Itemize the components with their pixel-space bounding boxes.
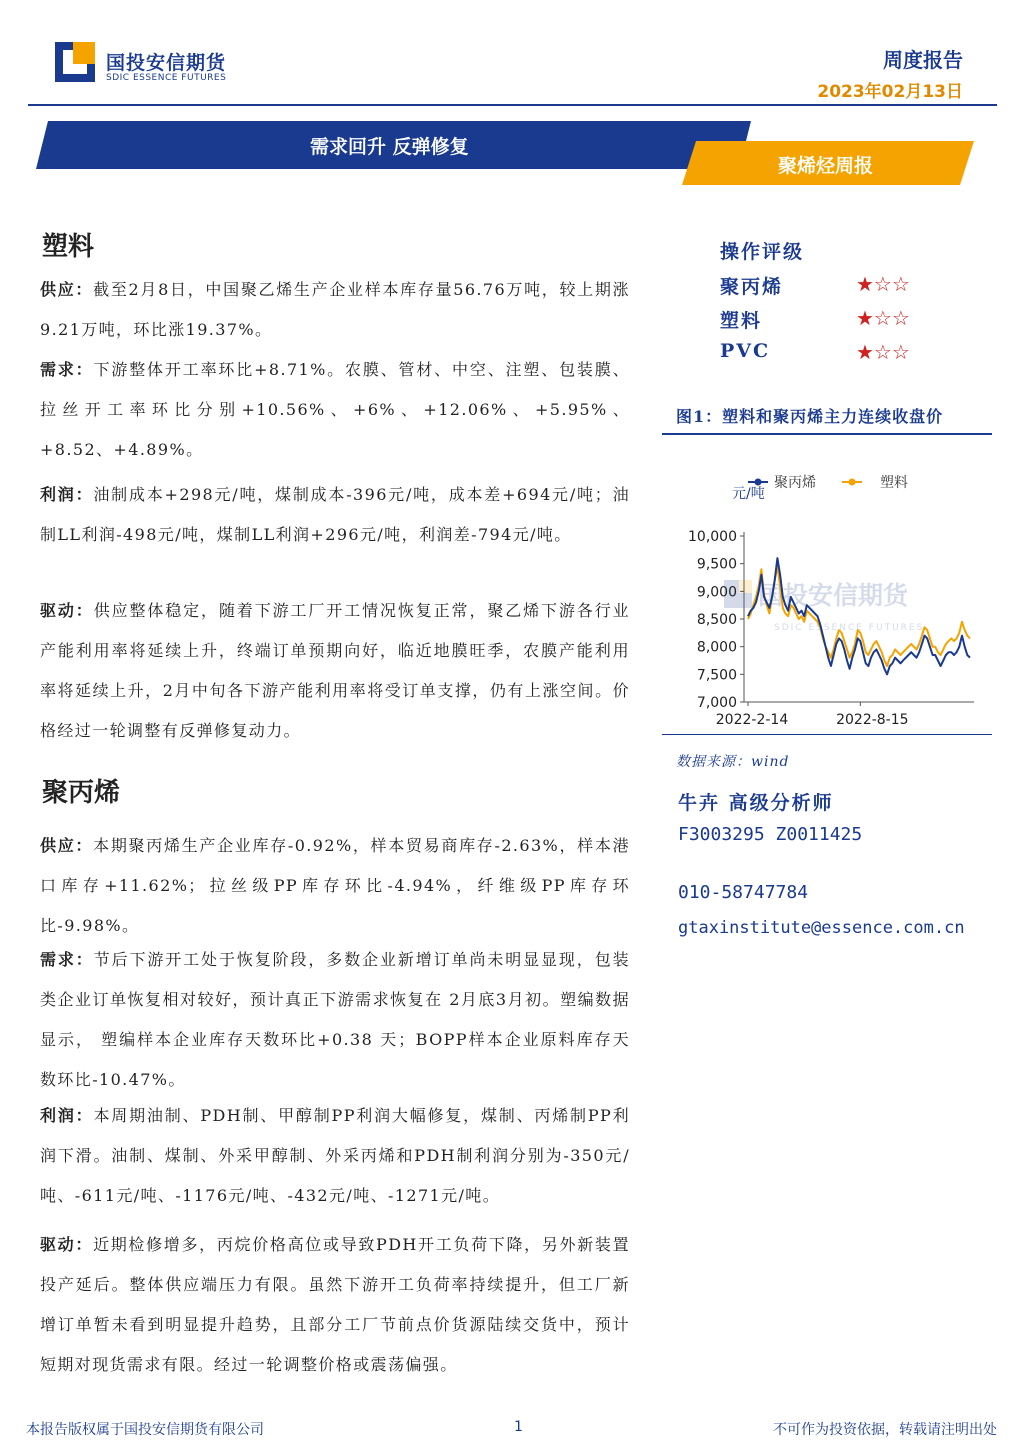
- company-name-cn: 国投安信期货: [106, 52, 227, 74]
- rating-stars-icon: ★☆☆: [856, 272, 910, 296]
- y-tick-label: 8,500: [696, 612, 737, 628]
- watermark-text-cn: 国投安信期货: [758, 581, 909, 610]
- pp-profit: [40, 1096, 630, 1216]
- pp-driver: [40, 1225, 630, 1411]
- rating-name: 聚丙烯: [720, 276, 784, 298]
- section-heading-plastic: 塑料: [42, 232, 95, 262]
- plastic-profit-text: 油制成本+298元/吨，煤制成本-396元/吨，成本差+694元/吨；油制LL利润-498元/吨，煤制LL利润+296元/吨，利润差-794元/吨。: [40, 485, 630, 544]
- rating-stars-icon: ★☆☆: [856, 340, 910, 364]
- figure-title: 图1：塑料和聚丙烯主力连续收盘价: [676, 407, 944, 426]
- watermark-text-en: SDIC ESSENCE FUTURES: [774, 623, 925, 633]
- report-date: 2023年02月13日: [817, 82, 963, 102]
- header-divider: [28, 104, 997, 106]
- footer-disclaimer: 不可作为投资依据，转载请注明出处: [773, 1422, 997, 1438]
- plastic-profit-label: 利润：: [40, 485, 94, 504]
- banner-subtitle: 聚烯烃周报: [778, 155, 874, 177]
- y-tick-label: 9,500: [696, 556, 737, 573]
- y-tick-label: 7,000: [696, 695, 737, 711]
- rating-stars-icon: ★☆☆: [856, 306, 910, 330]
- plastic-demand-text: 下游整体开工率环比+8.71%。农膜、管材、中空、注塑、包装膜、拉丝开工率环比分别+10.56%、+6%、+12.06%、+5.95%、+8.52、+4.89%。: [40, 360, 630, 459]
- pp-supply-label: 供应：: [40, 836, 94, 855]
- report-type: 周度报告: [883, 48, 963, 72]
- pp-driver-text: 近期检修增多，丙烷价格高位或导致PDH开工负荷下降，另外新装置投产延后。整体供应端压力有限。虽然下游开工负荷率持续提升，但工厂新增订单暂未看到明显提升趋势，且部分工厂节前点价货源陆续交货中，预计短期对现货需求有限。经过一轮调整价格或震荡偏强。: [40, 1235, 630, 1374]
- company-name-en: SDIC ESSENCE FUTURES: [106, 73, 227, 83]
- y-tick-label: 7,500: [696, 667, 737, 684]
- company-logo: [55, 42, 99, 82]
- pp-profit-label: 利润：: [40, 1106, 94, 1125]
- figure-bottom-rule: [662, 734, 992, 735]
- plastic-demand: [40, 350, 630, 470]
- pp-demand-text: 节后下游开工处于恢复阶段，多数企业新增订单尚未明显显现，包装类企业订单恢复相对较好，预计真正下游需求恢复在 2月底3月初。塑编数据显示， 塑编样本企业库存天数环比+0.38 天；BOPP样本企业原料库存天数环比-10.47%。: [40, 950, 630, 1089]
- logo-orange-square: [73, 42, 95, 64]
- figure-top-rule: [662, 433, 992, 435]
- plastic-profit: [40, 475, 630, 555]
- rating-name: PVC: [720, 340, 771, 362]
- rating-row: [720, 272, 930, 300]
- legend-label-pp: 聚丙烯: [774, 475, 816, 491]
- plastic-supply-text: 截至2月8日，中国聚乙烯生产企业样本库存量56.76万吨，较上期涨9.21万吨，环比涨19.37%。: [40, 280, 630, 339]
- rating-title: 操作评级: [720, 241, 805, 263]
- plastic-demand-label: 需求：: [40, 360, 94, 379]
- x-tick-label: 2022-8-15: [836, 712, 909, 728]
- rating-row: [720, 306, 930, 334]
- y-axis-unit: 元/吨: [732, 486, 765, 502]
- y-tick-label: 9,000: [696, 584, 737, 601]
- section-heading-pp: 聚丙烯: [42, 778, 121, 808]
- banner-title: 需求回升 反弹修复: [310, 136, 469, 158]
- series-line-pp: [748, 558, 970, 674]
- pp-supply: [40, 826, 630, 946]
- y-tick-label: 8,000: [696, 639, 737, 656]
- legend-marker-pp: [755, 479, 762, 486]
- analyst-email[interactable]: gtaxinstitute@essence.com.cn: [678, 918, 965, 938]
- rating-name: 塑料: [720, 310, 763, 332]
- pp-profit-text: 本周期油制、PDH制、甲醇制PP利润大幅修复，煤制、丙烯制PP利润下滑。油制、煤制、外采甲醇制、外采丙烯和PDH制利润分别为-350元/吨、-611元/吨、-1176元/吨、-432元/吨、-1271元/吨。: [40, 1106, 631, 1205]
- page-number: 1: [514, 1419, 523, 1435]
- price-line-chart: [662, 440, 992, 732]
- rating-row: [720, 340, 930, 368]
- plastic-driver: [40, 591, 630, 751]
- y-tick-label: 10,000: [688, 529, 737, 545]
- x-tick-label: 2022-2-14: [715, 712, 789, 728]
- data-source: 数据来源：wind: [676, 754, 790, 770]
- legend-marker-pe: [849, 479, 856, 486]
- plastic-supply-label: 供应：: [40, 280, 94, 299]
- plastic-driver-label: 驱动：: [40, 601, 94, 620]
- legend-label-pe: 塑料: [880, 475, 908, 491]
- pp-demand: [40, 940, 630, 1100]
- analyst-name: 牛卉 高级分析师: [678, 792, 834, 814]
- footer-copyright: 本报告版权属于国投安信期货有限公司: [26, 1422, 264, 1438]
- analyst-license: F3003295 Z0011425: [678, 824, 863, 845]
- plastic-supply: [40, 270, 630, 350]
- plastic-driver-text: 供应整体稳定，随着下游工厂开工情况恢复正常，聚乙烯下游各行业产能利用率将延续上升，终端订单预期向好，临近地膜旺季，农膜产能利用率将延续上升，2月中旬各下游产能利用率将受订单支撑，仍有上涨空间。价格经过一轮调整有反弹修复动力。: [40, 601, 630, 740]
- pp-supply-text: 本期聚丙烯生产企业库存-0.92%，样本贸易商库存-2.63%，样本港口库存+11.62%；拉丝级PP库存环比-4.94%，纤维级PP库存环比-9.98%。: [40, 836, 630, 935]
- pp-demand-label: 需求：: [40, 950, 94, 969]
- chart-legend: [748, 474, 908, 491]
- analyst-phone: 010-58747784: [678, 882, 809, 903]
- pp-driver-label: 驱动：: [40, 1235, 94, 1254]
